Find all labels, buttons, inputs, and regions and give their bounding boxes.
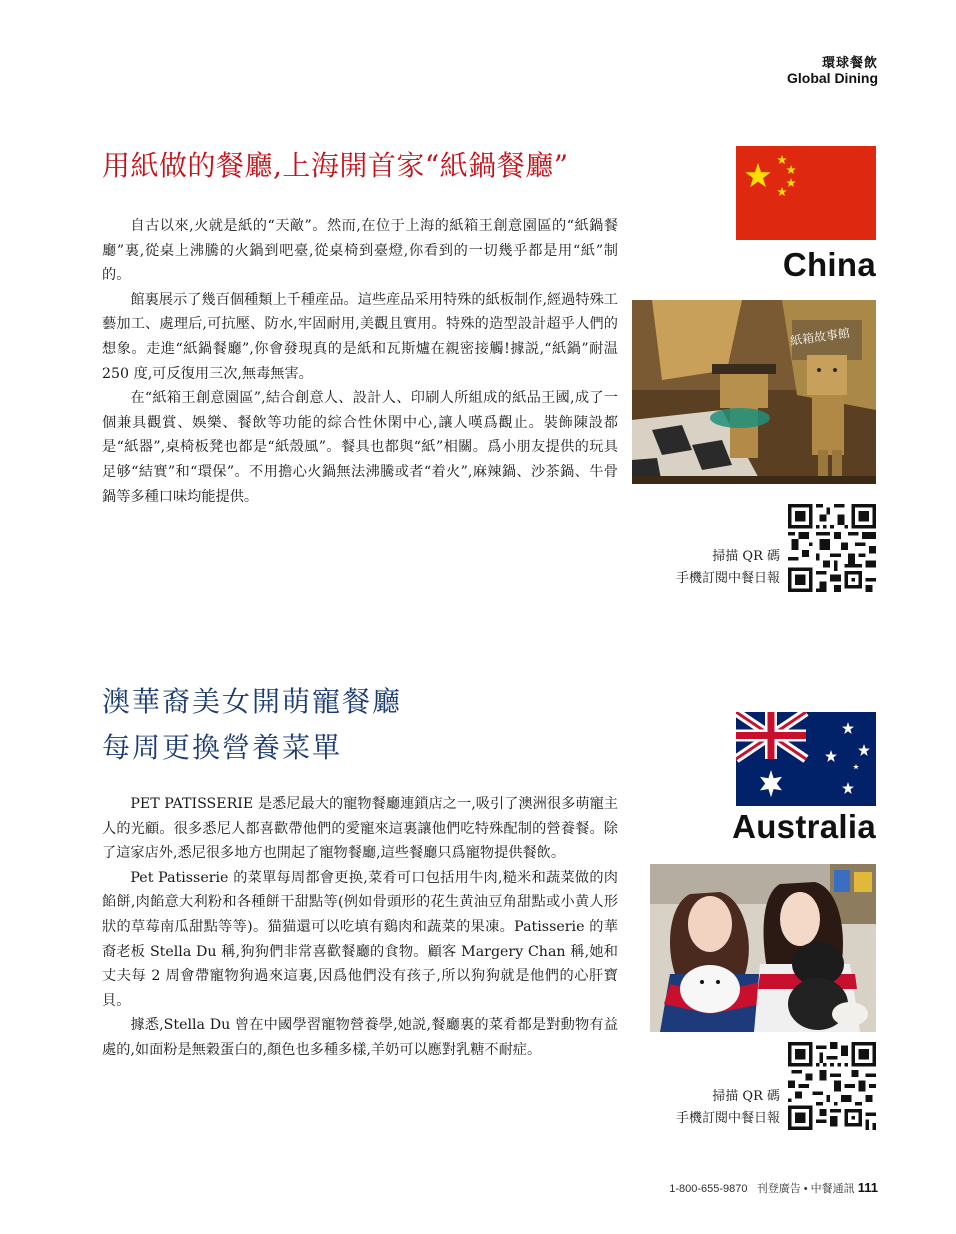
china-flag xyxy=(736,146,876,240)
article2-body xyxy=(102,792,618,1063)
footer-ad-text: 刊登廣告 • 中餐通訊 xyxy=(756,1183,855,1195)
article1-body xyxy=(102,214,618,509)
qr-caption-2-line1: 掃描 QR 碼 xyxy=(712,1089,780,1104)
paper-restaurant-photo xyxy=(632,300,876,484)
country-label-china: China xyxy=(782,246,876,283)
qr-code-2[interactable] xyxy=(788,1042,876,1130)
country-label-australia: Australia xyxy=(732,808,876,845)
australia-flag xyxy=(736,712,876,806)
article2-title-line1: 澳華裔美女開萌寵餐廳 xyxy=(102,685,403,718)
photo-sign-text: 紙箱故事館 xyxy=(789,325,851,349)
article1-title: 用紙做的餐廳,上海開首家“紙鍋餐廳” xyxy=(102,149,569,182)
article2-title-line2: 每周更換營養菜單 xyxy=(102,731,343,764)
article1-paragraph-1: 自古以來,火就是紙的“天敵”。然而,在位于上海的紙箱王創意園區的“紙鍋餐廳”裏,從桌上沸騰的火鍋到吧臺,從桌椅到臺燈,你看到的一切幾乎都是用“紙”制的。 xyxy=(102,218,618,284)
qr-caption-1 xyxy=(676,546,780,590)
qr-caption-2 xyxy=(676,1086,780,1130)
article2-paragraph-3: 據悉,Stella Du 曾在中國學習寵物營養學,她説,餐廳裏的菜肴都是對動物有益處的,如面粉是無穀蛋白的,顏色也多種多樣,羊奶可以應對乳糖不耐症。 xyxy=(102,1017,618,1058)
article2-paragraph-1: PET PATISSERIE 是悉尼最大的寵物餐廳連鎖店之一,吸引了澳洲很多萌寵主人的光顧。很多悉尼人都喜歡帶他們的愛寵來這裏讓他們吃特殊配制的營養餐。除了這家店外,悉尼很多地方也開起了寵物餐廳,這些餐廳只爲寵物提供餐飲。 xyxy=(102,796,618,862)
article1-paragraph-3: 在“紙箱王創意園區”,結合創意人、設計人、印刷人所組成的紙品王國,成了一個兼具觀賞、娛樂、餐飲等功能的綜合性休閑中心,讓人嘆爲觀止。裝飾陳設都是“紙器”,桌椅板凳也都是“紙殼風”。餐具也都與“紙”相關。爲小朋友提供的玩具足够“結實”和“環保”。不用擔心火鍋無法沸騰或者“着火”,麻辣鍋、沙茶鍋、牛骨鍋等多種口味均能提供。 xyxy=(102,390,618,505)
page-number: 111 xyxy=(857,1180,878,1195)
qr-caption-1-line2: 手機訂閱中餐日報 xyxy=(675,571,780,586)
article1-paragraph-2: 館裏展示了幾百個種類上千種産品。這些産品采用特殊的紙板制作,經過特殊工藝加工、處理后,可抗壓、防水,牢固耐用,美觀且實用。特殊的造型設計超乎人們的想象。走進“紙鍋餐廳”,你會發現真的是紙和瓦斯爐在親密接觸!據説,“紙鍋”耐温 250 度,可反復用三次,無毒無害。 xyxy=(102,291,618,382)
qr-caption-1-line1: 掃描 QR 碼 xyxy=(712,549,780,564)
article2-paragraph-2: Pet Patisserie 的菜單每周都會更换,菜肴可口包括用牛肉,糙米和蔬菜做的肉餡餅,肉餡意大利粉和各種餅干甜點等(例如骨頭形的花生黄油豆角甜點或小黄人形狀的草莓南瓜甜點等等)。猫猫還可以吃填有鷄肉和蔬菜的果凍。Patisserie 的華裔老板 Stella Du 稱,狗狗們非常喜歡餐廳的食物。顧客 Margery Chan 稱,她和丈夫每 2 周會帶寵物狗過來這裏,因爲他們没有孩子,所以狗狗就是他們的心肝寶貝。 xyxy=(102,869,618,1009)
pet-cafe-photo xyxy=(650,864,876,1032)
qr-code-1[interactable] xyxy=(788,504,876,592)
page-footer xyxy=(669,1180,878,1196)
section-title-en: Global Dining xyxy=(787,70,878,86)
qr-caption-2-line2: 手機訂閱中餐日報 xyxy=(675,1111,780,1126)
section-title-zh: 環球餐飲 xyxy=(821,56,878,71)
footer-phone: 1-800-655-9870 xyxy=(669,1183,748,1195)
